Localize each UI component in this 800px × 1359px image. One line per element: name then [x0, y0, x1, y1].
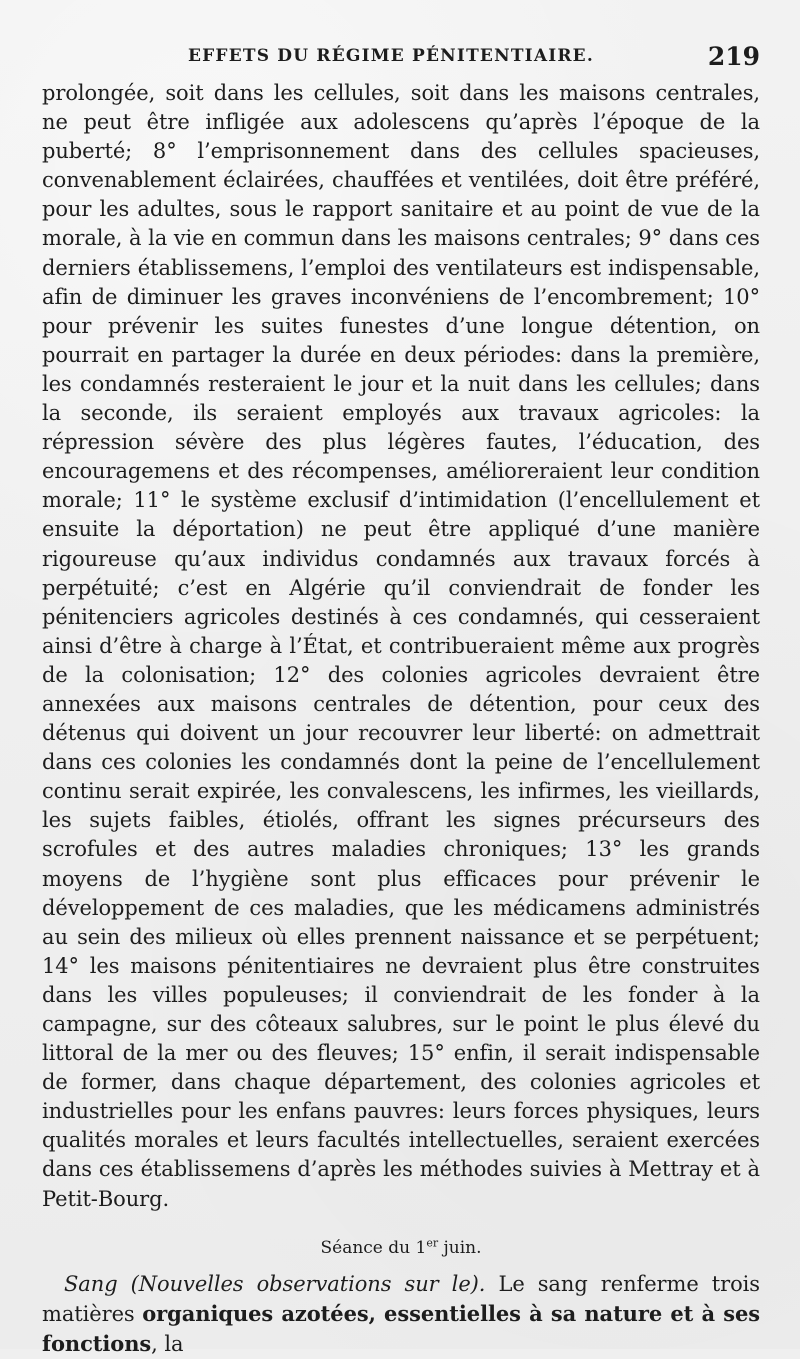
page-number: 219	[707, 42, 760, 71]
session-prefix: Séance du 1	[320, 1237, 427, 1258]
body-paragraph: prolongée, soit dans les cellules, soit dans les maisons centrales, ne peut être infligée aux adolescens qu’après l’époque de la puberté; 8° l’emprisonnement dans des cellules spacieuses, convenablement éclairées, chauffées et ventilées, doit être préféré, pour les adultes, sous le rapport sanitaire et au point de vue de la morale, à la vie en commun dans les maisons centrales; 9° dans ces derniers établissemens, l’emploi des ventilateurs est indispensable, afin de diminuer les graves inconvéniens de l’encombrement; 10° pour prévenir les suites funestes d’une longue détention, on pourrait en partager la durée en deux périodes: dans la première, les condamnés resteraient le jour et la nuit dans les cellules; dans la seconde, ils seraient employés aux travaux agricoles: la répression sévère des plus légères fautes, l’éducation, des encouragemens et des récompenses, amélioreraient leur condition morale; 11° le système exclusif d’intimidation (l’encellulement et ensuite la déportation) ne peut être appliqué d’une manière rigoureuse qu’aux individus condamnés aux travaux forcés à perpétuité; c’est en Algérie qu’il conviendrait de fonder les pénitenciers agricoles destinés à ces condamnés, qui cesseraient ainsi d’être à charge à l’État, et contribueraient même aux progrès de la colonisation; 12° des colonies agricoles devraient être annexées aux maisons centrales de détention, pour ceux des détenus qui doivent un jour recouvrer leur liberté: on admettrait dans ces colonies les condamnés dont la peine de l’encellulement continu serait expirée, les convalescens, les infirmes, les vieillards, les sujets faibles, étiolés, offrant les signes précurseurs des scrofules et des autres maladies chroniques; 13° les grands moyens de l’hygiène sont plus efficaces pour prévenir le développement de ces maladies, que les médicamens administrés au sein des milieux où elles prennent naissance et se perpétuent; 14° les maisons pénitentiaires ne devraient plus être construites dans les villes populeuses; il conviendrait de les fonder à la campagne, sur des côteaux salubres, sur le point le plus élevé du littoral de la mer ou des fleuves; 15° enfin, il serait indispensable de former, dans chaque département, des colonies agricoles et industrielles pour les enfans pauvres: leurs forces physiques, leurs qualités morales et leurs facultés intellectuelles, seraient exercées dans ces établissemens d’après les méthodes suivies à Mettray et à Petit-Bourg.	[42, 81, 760, 1211]
session-suffix: juin.	[438, 1237, 482, 1258]
session-superscript: er	[426, 1236, 439, 1249]
entry-title: Sang	[64, 1271, 118, 1296]
running-head: EFFETS DU RÉGIME PÉNITENTIAIRE.	[188, 46, 594, 66]
session-date	[42, 1236, 760, 1260]
main-text	[42, 79, 760, 1214]
entry-bold-phrase: organiques azotées, essentielles à sa nature et à ses fonctions	[42, 1300, 760, 1356]
next-entry	[42, 1270, 760, 1359]
page-header	[42, 42, 760, 76]
entry-text-end: , la	[151, 1331, 184, 1356]
entry-title-parenthesis: (Nouvelles observations sur le).	[130, 1271, 486, 1296]
entry-text-start: Le sang renferme trois matières	[42, 1271, 760, 1326]
